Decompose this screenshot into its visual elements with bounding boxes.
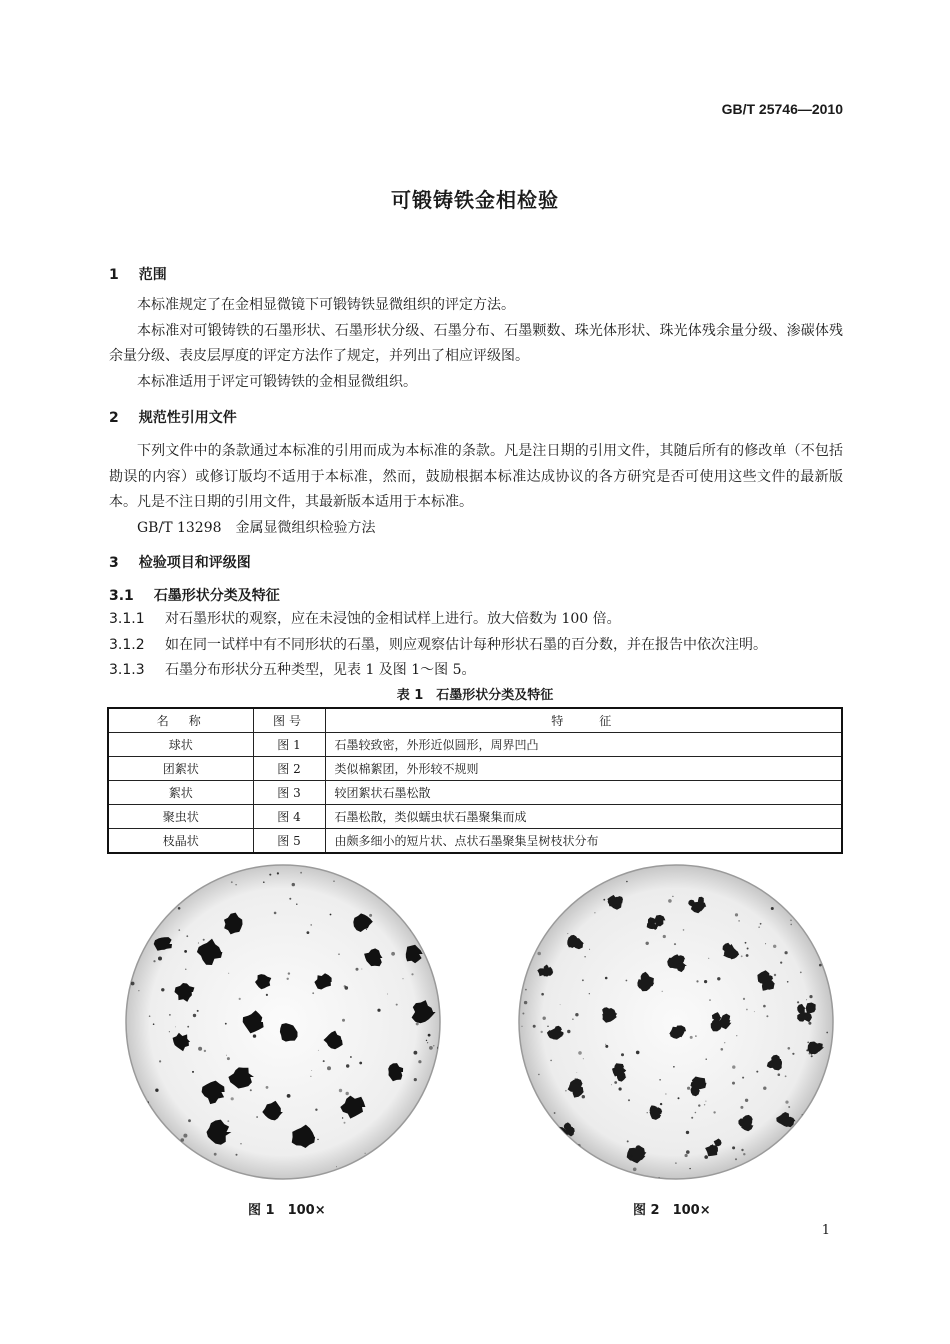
page-number: 1: [821, 1223, 830, 1238]
cell-figure: 图 4: [253, 805, 325, 829]
section-1-paragraph-1: 本标准规定了在金相显微镜下可锻铸铁显微组织的评定方法。: [137, 297, 515, 313]
cell-figure: 图 5: [253, 829, 325, 854]
section-1-number: 1: [109, 267, 119, 283]
table-row: [108, 829, 842, 854]
section-2-heading: [109, 407, 237, 427]
clause-3-1-2: [109, 632, 767, 658]
clause-3-1-2-number: 3.1.2: [109, 637, 145, 653]
section-1-paragraph-3: 本标准适用于评定可锻铸铁的金相显微组织。: [137, 373, 417, 390]
header-features: 特 征: [325, 708, 842, 733]
cell-name: 球状: [108, 733, 253, 757]
cell-name: 枝晶状: [108, 829, 253, 854]
clause-3-1-1-text: 对石墨形状的观察，应在未浸蚀的金相试样上进行。放大倍数为 100 倍。: [165, 611, 621, 627]
section-1-title: 范围: [138, 267, 167, 283]
clause-3-1-3-text: 石墨分布形状分五种类型，见表 1 及图 1～图 5。: [165, 662, 476, 678]
section-3-number: 3: [109, 555, 119, 571]
section-2-title: 规范性引用文件: [138, 410, 237, 426]
clause-3-1-1-number: 3.1.1: [109, 611, 145, 627]
section-2-number: 2: [109, 410, 119, 426]
clause-3-1-3-number: 3.1.3: [109, 662, 145, 678]
section-1-heading: [109, 264, 167, 284]
cell-name: 团絮状: [108, 757, 253, 781]
section-3-heading: [109, 552, 251, 572]
figure-1-caption: 图 1 100×: [248, 1203, 326, 1218]
figure-2-caption: 图 2 100×: [633, 1203, 711, 1218]
cell-figure: 图 1: [253, 733, 325, 757]
section-2-body: [109, 439, 843, 541]
cell-features: 类似棉絮团，外形较不规则: [325, 757, 842, 781]
cell-features: 石墨松散，类似蠕虫状石墨聚集而成: [325, 805, 842, 829]
section-3-1-number: 3.1: [109, 588, 134, 604]
graphite-shape-table: [107, 707, 843, 854]
table-header-row: [108, 708, 842, 733]
cell-features: 较团絮状石墨松散: [325, 781, 842, 805]
header-figure: 图号: [253, 708, 325, 733]
standard-number: GB/T 25746—2010: [721, 101, 843, 117]
cell-name: 聚虫状: [108, 805, 253, 829]
cell-features: 由颇多细小的短片状、点状石墨聚集呈树枝状分布: [325, 829, 842, 854]
table-row: [108, 757, 842, 781]
header-name: 名 称: [108, 708, 253, 733]
table-row: [108, 781, 842, 805]
section-3-1-heading: [109, 585, 280, 605]
figure-1-micrograph: [123, 862, 443, 1182]
section-1-paragraph-2: 本标准对可锻铸铁的石墨形状、石墨形状分级、石墨分布、石墨颗数、珠光体形状、珠光体残余量分级、渗碳体残余量分级、表皮层厚度的评定方法作了规定，并列出了相应评级图。: [109, 322, 843, 364]
clause-3-1-1: [109, 606, 621, 632]
clause-3-1-3: [109, 657, 476, 683]
normative-reference: GB/T 13298 金属显微组织检验方法: [137, 519, 376, 536]
table-1-caption: 表 1 石墨形状分类及特征: [396, 688, 554, 703]
section-1-body: [109, 293, 843, 395]
section-3-title: 检验项目和评级图: [138, 555, 251, 571]
cell-figure: 图 3: [253, 781, 325, 805]
clause-3-1-2-text: 如在同一试样中有不同形状的石墨，则应观察估计每种形状石墨的百分数，并在报告中依次注明。: [165, 637, 767, 653]
cell-name: 絮状: [108, 781, 253, 805]
section-3-1-title: 石墨形状分类及特征: [153, 588, 280, 604]
figure-2-micrograph: [516, 862, 836, 1182]
table-row: [108, 733, 842, 757]
section-2-paragraph-1: 下列文件中的条款通过本标准的引用而成为本标准的条款。凡是注日期的引用文件，其随后所有的修改单（不包括勘误的内容）或修订版均不适用于本标准，然而，鼓励根据本标准达成协议的各方研究是否可使用这些文件的最新版本。凡是不注日期的引用文件，其最新版本适用于本标准。: [109, 443, 843, 510]
table-row: [108, 805, 842, 829]
cell-features: 石墨较致密，外形近似圆形，周界凹凸: [325, 733, 842, 757]
cell-figure: 图 2: [253, 757, 325, 781]
document-title: 可锻铸铁金相检验: [391, 188, 559, 212]
